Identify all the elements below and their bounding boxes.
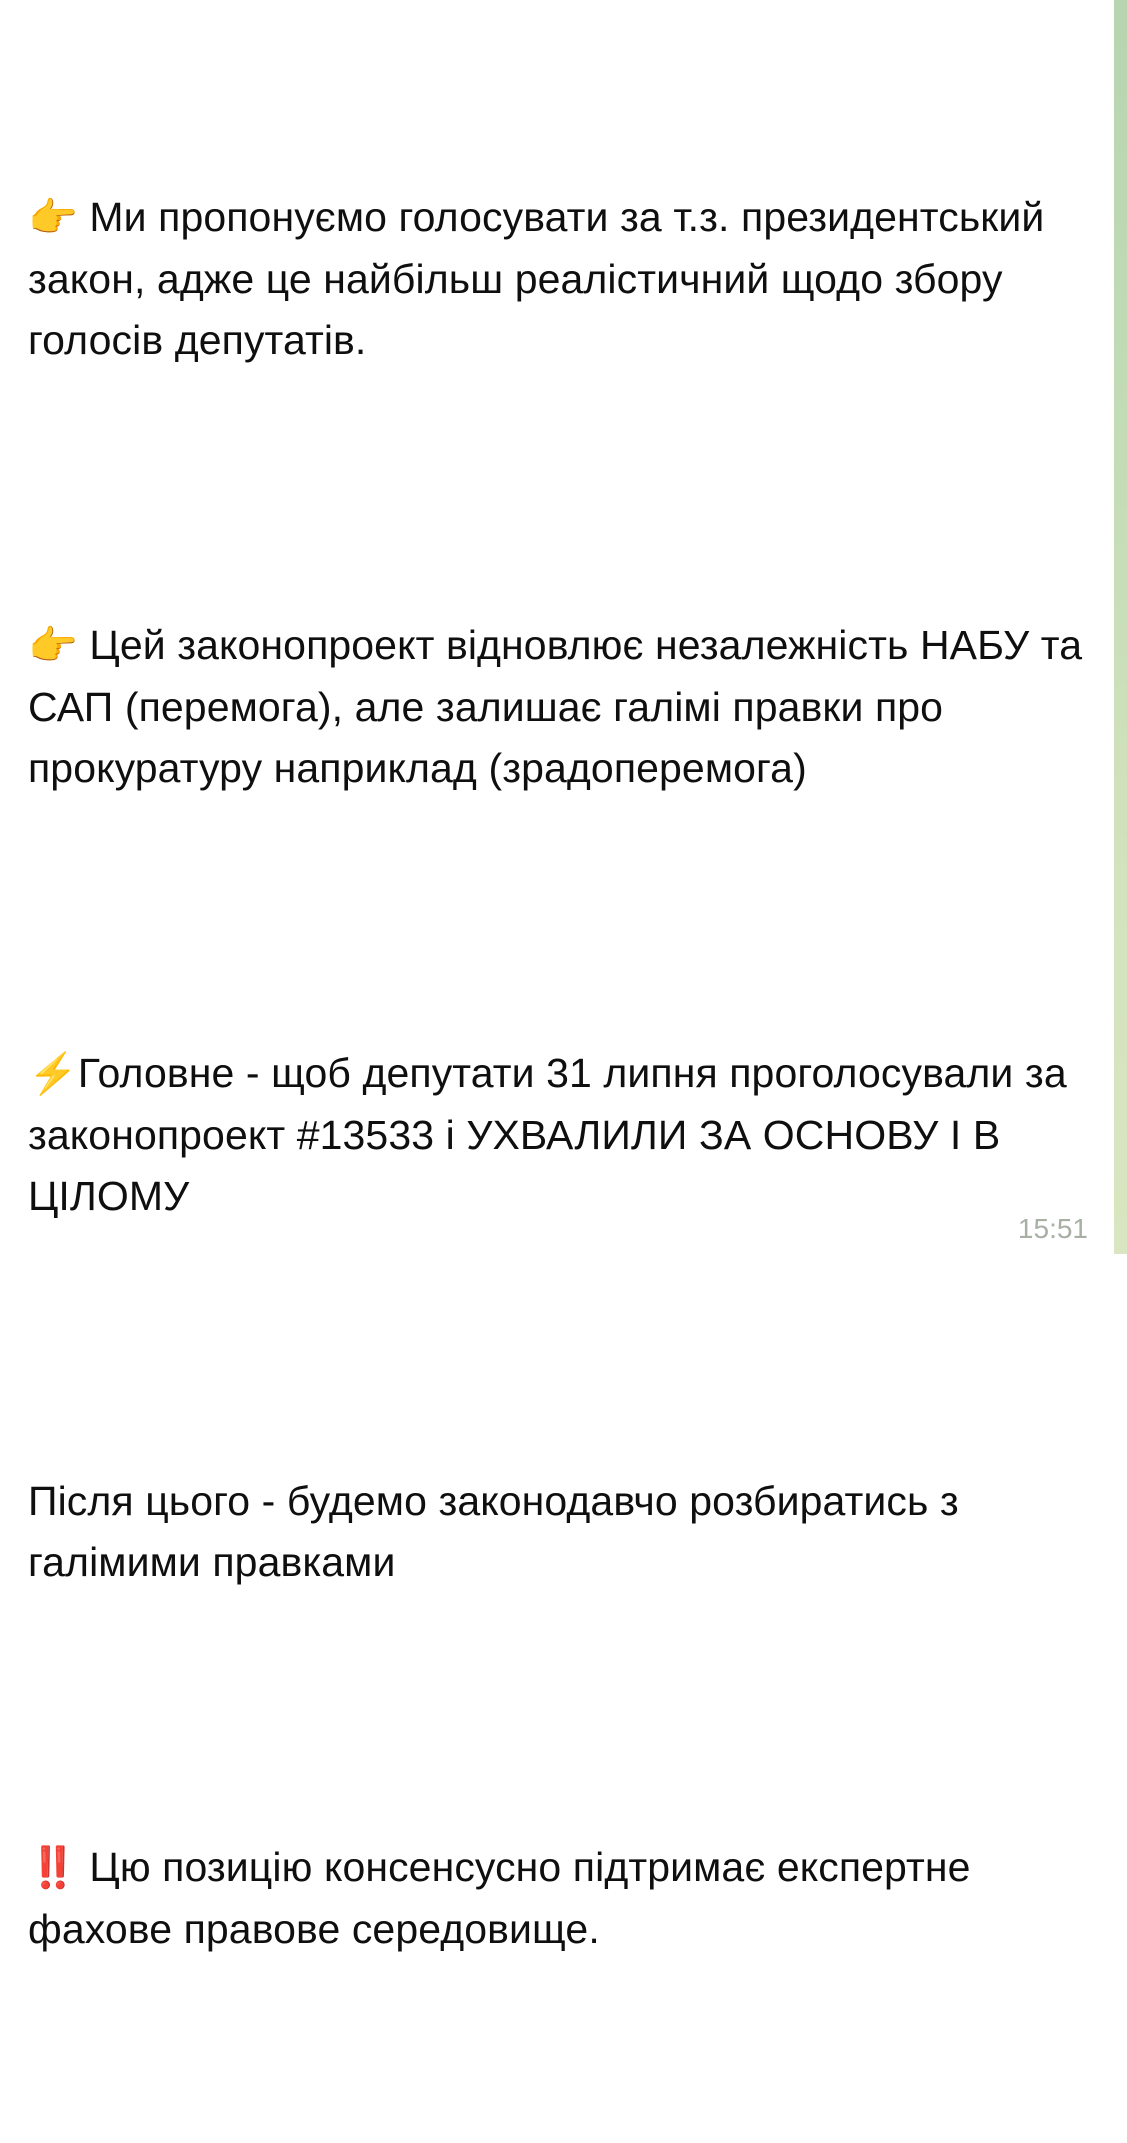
message-paragraph-text: Цю позицію консенсусно підтримає експертне фахове правове середовище. <box>28 1844 983 1952</box>
message-paragraph <box>28 1837 1084 1960</box>
message-paragraph-text: Головне - щоб депутати 31 липня проголосували за законопроект #13533 і УХВАЛИЛИ ЗА ОСНОВУ І В ЦІЛОМУ <box>28 1050 1079 1219</box>
message-paragraph-text: Цей законопроект відновлює незалежність НАБУ та САП (перемога), але залишає галімі правки про прокуратуру наприклад (зрадоперемога) <box>28 622 1094 791</box>
message-paragraph <box>28 1471 1084 1593</box>
message-paragraph <box>28 1043 1084 1227</box>
message-timestamp: 15:51 <box>1017 1213 1088 1244</box>
message-paragraph-text: Після цього - будемо законодавчо розбиратись з галімими правками <box>28 1478 971 1585</box>
pointing-right-hand-emoji: 👉 <box>28 624 78 668</box>
high-voltage-emoji: ⚡ <box>28 1052 78 1096</box>
message-paragraph <box>28 187 1084 371</box>
chat-background <box>1114 0 1127 1254</box>
pointing-right-hand-emoji: 👉 <box>28 196 78 240</box>
message-body <box>28 0 1094 2143</box>
message-paragraph <box>28 615 1094 799</box>
double-exclamation-mark-emoji: ‼️ <box>28 1846 78 1890</box>
message-paragraph-text: Ми пропонуємо голосувати за т.з. президентський закон, адже це найбільш реалістичний щодо збору голосів депутатів. <box>28 194 1056 363</box>
